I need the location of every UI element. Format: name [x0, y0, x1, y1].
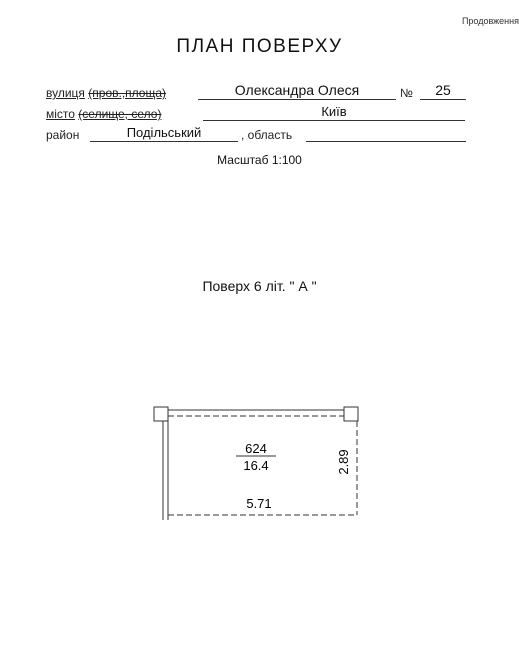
scale-label: Масштаб 1:100	[217, 153, 302, 167]
number-value: 25	[435, 82, 451, 98]
number-label: №	[400, 86, 413, 100]
page-title: ПЛАН ПОВЕРХУ	[176, 36, 343, 57]
street-alt-label: (пров.,площа)	[88, 86, 167, 100]
room-area: 16.4	[243, 458, 269, 473]
city-alt-label: (селище, село)	[78, 107, 162, 121]
floor-label: Поверх 6 літ. " А "	[202, 278, 317, 294]
continuation-label: Продовження	[461, 16, 519, 26]
room-number: 624	[245, 441, 267, 456]
depth-dimension: 2.89	[336, 449, 351, 475]
street-value: Олександра Олеся	[234, 82, 360, 98]
street-label: вулиця	[46, 86, 85, 100]
district-label: район	[46, 128, 80, 142]
plan-column-left	[154, 407, 168, 421]
width-dimension: 5.71	[246, 496, 272, 511]
city-label: місто	[46, 107, 75, 121]
plan-column-right	[344, 407, 358, 421]
region-label: , область	[241, 128, 293, 142]
district-value: Подільський	[126, 125, 202, 140]
city-value: Київ	[321, 104, 347, 119]
